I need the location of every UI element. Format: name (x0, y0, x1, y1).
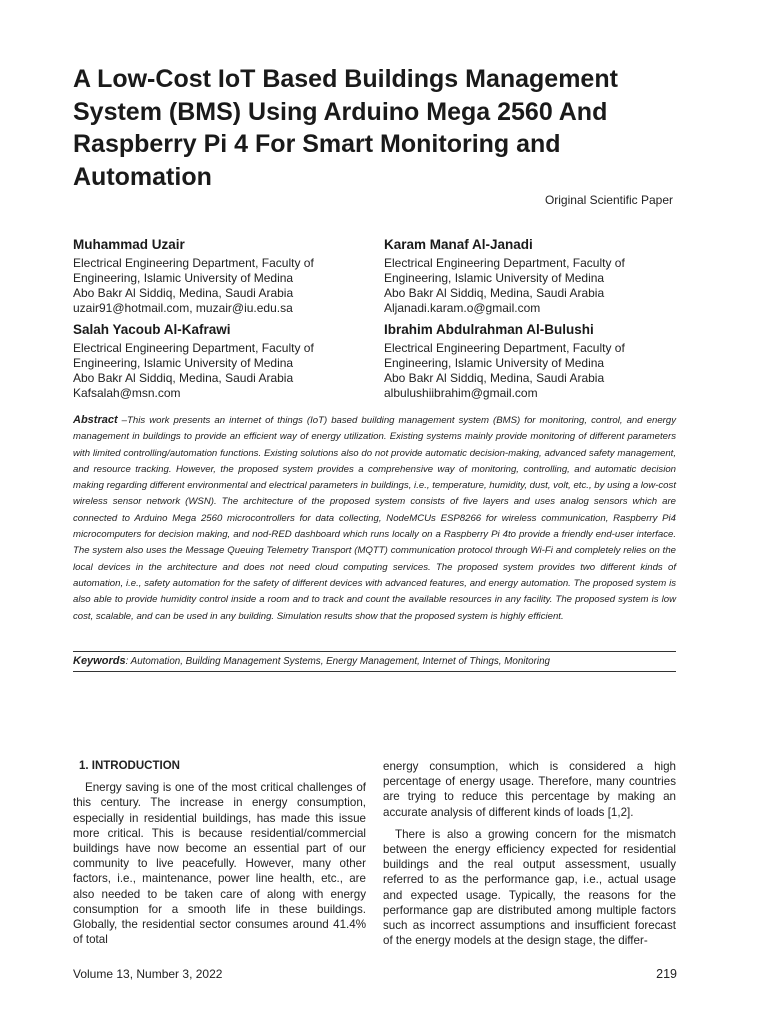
author-address: Abo Bakr Al Siddiq, Medina, Saudi Arabia (384, 286, 605, 300)
author-name: Salah Yacoub Al-Kafrawi (73, 322, 231, 337)
author-block (384, 237, 684, 316)
page-number: 219 (656, 967, 677, 981)
author-name: Ibrahim Abdulrahman Al-Bulushi (384, 322, 594, 337)
body-column-left (73, 759, 366, 947)
author-name: Muhammad Uzair (73, 237, 185, 252)
divider (73, 651, 676, 652)
body-column-right (383, 759, 676, 948)
author-block (384, 322, 684, 401)
author-email: Aljanadi.karam.o@gmail.com (384, 301, 541, 315)
author-email: uzair91@hotmail.com, muzair@iu.edu.sa (73, 301, 293, 315)
body-paragraph: Energy saving is one of the most critical challenges of this century. The increase in energy consumption, especially in residential buildings, has made this issue more critical. This is because residential/commercial buildings have now become an essential part of our community to live peacefully. However, many other factors, i.e., maintenance, power line health, etc., are also needed to be taken care of along with energy consumption for a smooth life in these buildings. Globally, the residential sector consumes around 41.4% of total (73, 781, 366, 947)
author-affiliation: Electrical Engineering Department, Faculty of (73, 256, 314, 270)
paper-title: A Low-Cost IoT Based Buildings Management System (BMS) Using Arduino Mega 2560 And Raspberry Pi 4 For Smart Monitoring and Automation (73, 65, 618, 191)
abstract-label: Abstract (73, 414, 118, 426)
body-paragraph: There is also a growing concern for the mismatch between the energy efficiency expected for residential buildings and the real output assessment, usually referred to as the performance gap, i.e., actual usage and expected usage. Typically, the reasons for the performance gap are distributed among multiple factors such as incorrect assumptions and insufficient forecast of the energy models at the design stage, the differ- (383, 827, 676, 948)
keywords-label: Keywords (73, 655, 126, 667)
abstract (73, 412, 676, 625)
author-name: Karam Manaf Al-Janadi (384, 237, 533, 252)
author-affiliation: Electrical Engineering Department, Faculty of (73, 341, 314, 355)
author-block (73, 322, 373, 401)
keywords (73, 653, 676, 670)
author-address: Abo Bakr Al Siddiq, Medina, Saudi Arabia (73, 286, 294, 300)
author-affiliation: Electrical Engineering Department, Faculty of (384, 256, 625, 270)
author-affiliation: Engineering, Islamic University of Medina (384, 271, 605, 285)
author-email: albulushiibrahim@gmail.com (384, 386, 538, 400)
author-address: Abo Bakr Al Siddiq, Medina, Saudi Arabia (73, 371, 294, 385)
volume-info: Volume 13, Number 3, 2022 (73, 967, 223, 981)
paper-type-label: Original Scientific Paper (544, 193, 673, 207)
author-address: Abo Bakr Al Siddiq, Medina, Saudi Arabia (384, 371, 605, 385)
author-affiliation: Engineering, Islamic University of Medina (73, 356, 294, 370)
author-email: Kafsalah@msn.com (73, 386, 181, 400)
abstract-text: –This work presents an internet of things (IoT) based building management system (BMS) for monitoring, control, and energy management in buildings to provide an efficient way of energy utilization. Existing systems mainly provide monitoring of different parameters with limited controlling/automation functions. Existing solutions also do not provide automatic decision-making, advanced safety management, and resource tracking. However, the proposed system provides a comprehensive way of monitoring, controlling, and automatic decision making regarding different environmental and electrical parameters in buildings, i.e., temperature, humidity, dust, volt, etc., by using a low-cost wireless sensor network (WSN). The architecture of the proposed system consists of five layers and uses analog sensors which are connected to Arduino Mega 2560 microcontrollers for data collecting, NodeMCUs ESP8266 for wireless communication, Raspberry Pi4 microcomputers for decision making, and nod-RED dashboard which runs locally on a Raspberry Pi 4to provide a friendly end-user interface. The system also uses the Message Queuing Telemetry Transport (MQTT) communication protocol through Wi-Fi and completely relies on the local devices in the architecture and does not need cloud computing services. The proposed system provides two different kinds of automation, i.e., safety automation for the safety of different devices with advanced features, and energy automation. The proposed system is also able to provide humidity control inside a room and to track and count the available resources in any facility. The proposed system is low cost, scalable, and can be used in any building. Simulation results show that the proposed system is highly efficient. (73, 415, 676, 622)
author-affiliation: Electrical Engineering Department, Faculty of (384, 341, 625, 355)
author-affiliation: Engineering, Islamic University of Medina (384, 356, 605, 370)
divider (73, 671, 676, 672)
author-affiliation: Engineering, Islamic University of Medina (73, 271, 294, 285)
author-block (73, 237, 373, 316)
body-paragraph: energy consumption, which is considered a high percentage of energy usage. Therefore, many countries are trying to reduce this percentage by making an accurate analysis of different kinds of loads [1,2]. (383, 760, 676, 819)
keywords-text: : Automation, Building Management Systems, Energy Management, Internet of Things, Monitoring (125, 656, 550, 667)
section-heading: 1. INTRODUCTION (79, 760, 180, 772)
